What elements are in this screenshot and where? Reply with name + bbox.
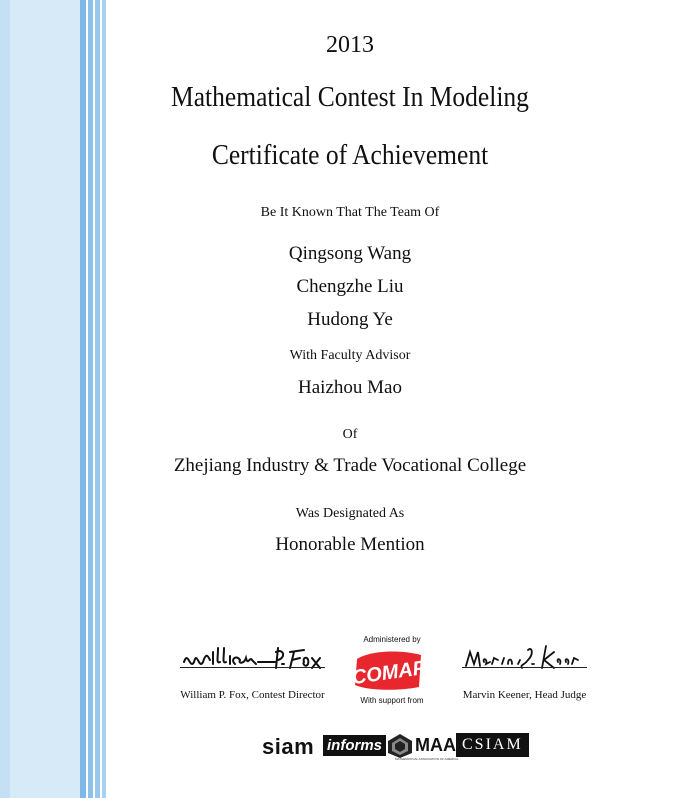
csiam-logo-text: CSIAM: [462, 736, 523, 753]
signature-marvin-keener: [462, 640, 587, 680]
administered-by-label: Administered by: [363, 635, 421, 644]
maa-subtitle: MATHEMATICAL ASSOCIATION OF AMERICA: [395, 757, 459, 761]
signature-line-left: [180, 667, 325, 668]
advisor-intro: With Faculty Advisor: [289, 348, 411, 363]
contest-title: Mathematical Contest In Modeling: [171, 81, 529, 113]
of-label: Of: [342, 427, 358, 442]
team-member: Qingsong Wang: [288, 243, 412, 264]
with-support-label: With support from: [360, 696, 424, 705]
signature-line-right: [462, 667, 587, 668]
svg-text:COMAP: COMAP: [350, 656, 428, 690]
team-member: Chengzhe Liu: [296, 276, 404, 297]
advisor-name: Haizhou Mao: [298, 377, 402, 398]
csiam-logo: [456, 733, 529, 757]
signature-william-fox: [180, 640, 325, 680]
maa-logo: MAA: [415, 735, 456, 755]
director-caption: William P. Fox, Contest Director: [180, 689, 325, 701]
maa-emblem-icon: [387, 733, 413, 759]
team-member: Hudong Ye: [307, 309, 393, 330]
stripe-blue-4: [102, 0, 106, 798]
stripe-light-2: [10, 0, 80, 798]
informs-logo-text: informs: [323, 735, 386, 756]
stripe-light-1: [0, 0, 10, 798]
designation-intro: Was Designated As: [295, 506, 405, 521]
institution-name: Zhejiang Industry & Trade Vocational College: [173, 455, 527, 476]
siam-logo: siam: [262, 734, 315, 759]
head-judge-caption: Marvin Keener, Head Judge: [462, 689, 587, 701]
informs-logo: [323, 735, 386, 756]
designation: Honorable Mention: [275, 534, 425, 555]
certificate-title: Certificate of Achievement: [211, 139, 489, 171]
certificate-year: 2013: [326, 32, 374, 58]
comap-logo: [349, 647, 429, 693]
intro-text: Be It Known That The Team Of: [260, 205, 440, 220]
